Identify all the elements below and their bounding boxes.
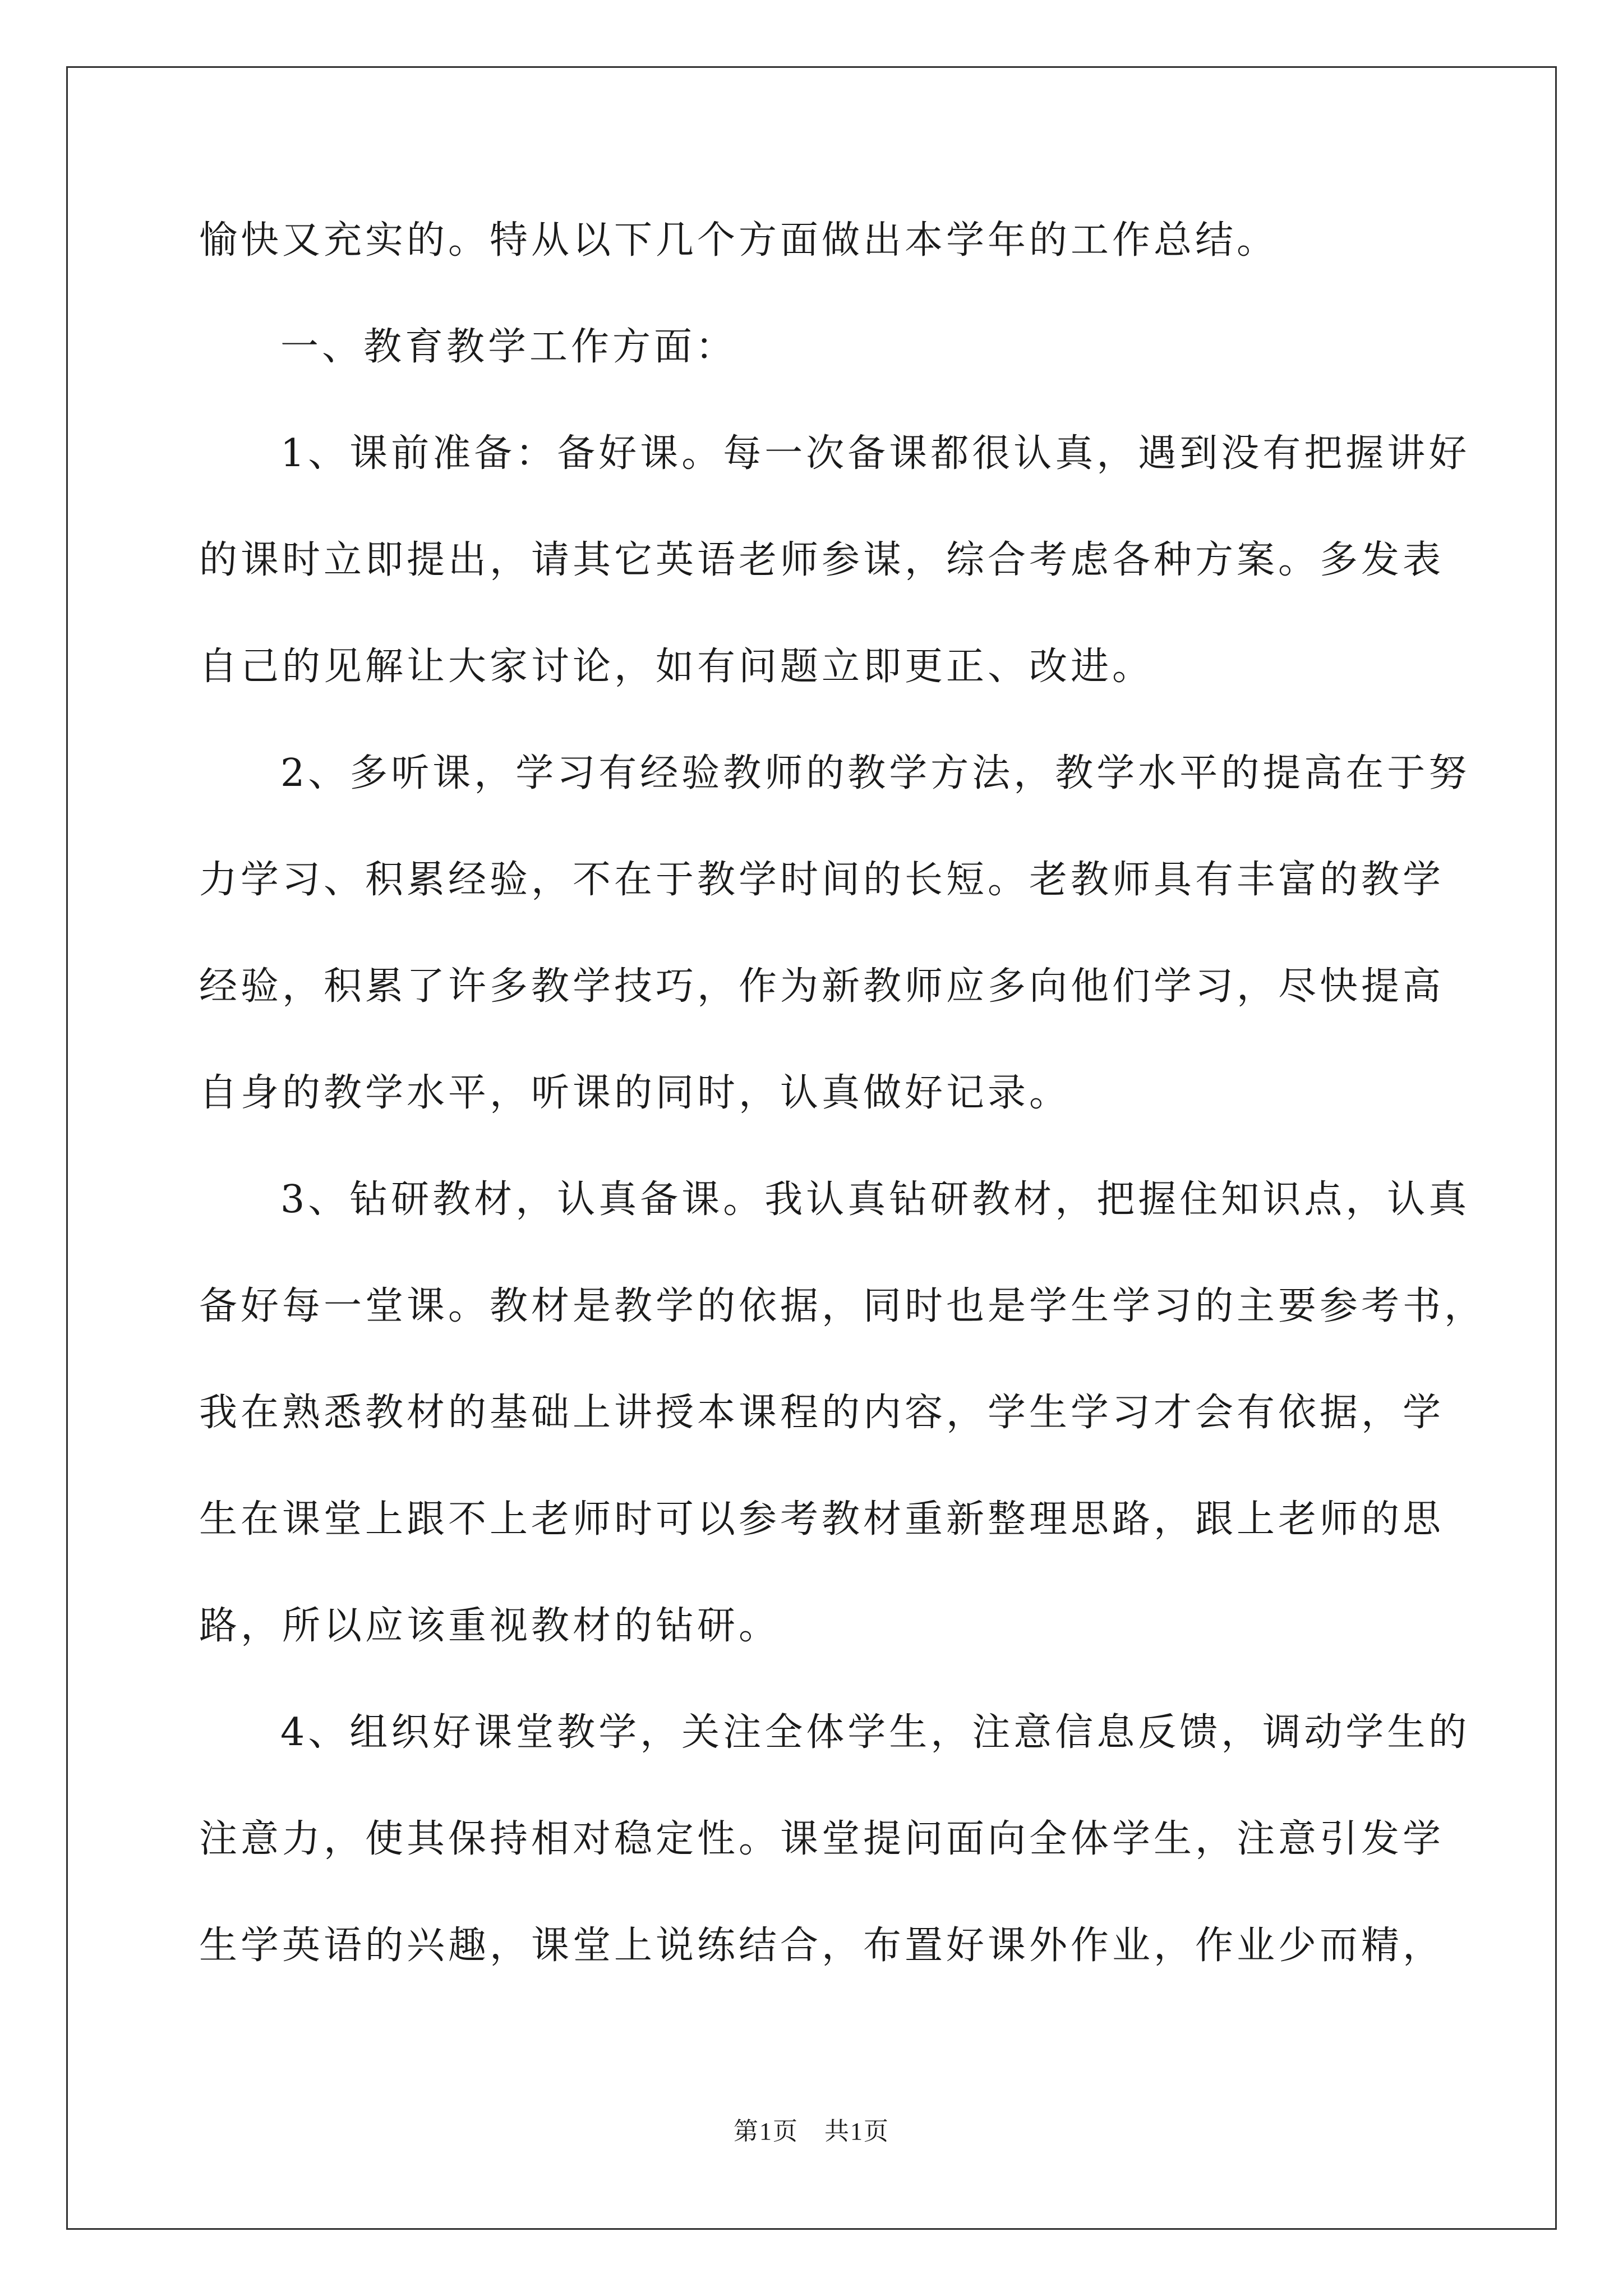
section-heading: 一、教育教学工作方面： [280, 325, 737, 369]
text-line: 力学习、积累经验，不在于教学时间的长短。老教师具有丰富的教学 [199, 858, 1445, 902]
text-line: 生在课堂上跟不上老师时可以参考教材重新整理思路，跟上老师的思 [199, 1497, 1445, 1542]
page-number: 第1页 共1页 [734, 2118, 889, 2145]
text-line: 备好每一堂课。教材是教学的依据，同时也是学生学习的主要参考书， [199, 1284, 1486, 1328]
text-line: 自己的见解让大家讨论，如有问题立即更正、改进。 [199, 645, 1154, 689]
text-line: 的课时立即提出，请其它英语老师参谋，综合考虑各种方案。多发表 [199, 538, 1445, 582]
text-line: 注意力，使其保持相对稳定性。课堂提问面向全体学生，注意引发学 [199, 1817, 1445, 1861]
text-line: 经验，积累了许多教学技巧，作为新教师应多向他们学习，尽快提高 [199, 964, 1445, 1009]
text-line: 4、组织好课堂教学，关注全体学生，注意信息反馈，调动学生的 [280, 1710, 1470, 1755]
text-line: 2、多听课，学习有经验教师的教学方法，教学水平的提高在于努 [280, 751, 1470, 795]
text-line: 我在熟悉教材的基础上讲授本课程的内容，学生学习才会有依据，学 [199, 1391, 1445, 1435]
text-line: 自身的教学水平，听课的同时，认真做好记录。 [199, 1071, 1071, 1115]
text-line: 愉快又充实的。特从以下几个方面做出本学年的工作总结。 [199, 218, 1279, 263]
text-line: 路，所以应该重视教材的钻研。 [199, 1604, 781, 1648]
text-line: 3、钻研教材，认真备课。我认真钻研教材，把握住知识点，认真 [280, 1177, 1470, 1222]
text-line: 生学英语的兴趣，课堂上说练结合，布置好课外作业，作业少而精， [199, 1924, 1445, 1968]
text-line: 1、课前准备：备好课。每一次备课都很认真，遇到没有把握讲好 [280, 431, 1470, 476]
page-border [66, 66, 1557, 2230]
